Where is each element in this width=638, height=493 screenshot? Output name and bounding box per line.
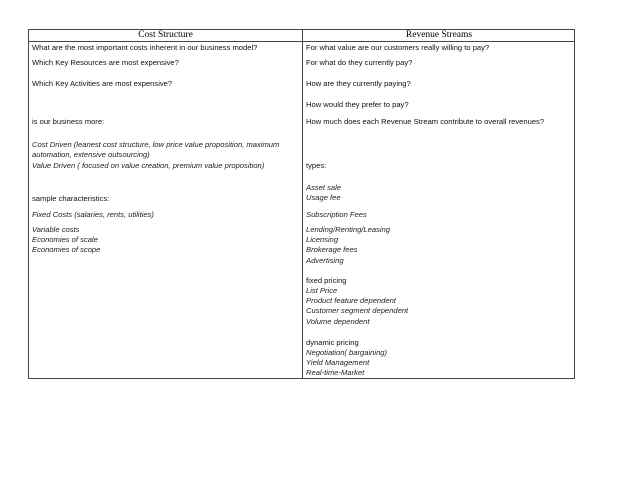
value-driven-text: Value Driven ( focused on value creation, premium value proposition) <box>32 161 265 170</box>
cost-question-important-costs: What are the most important costs inherent in our business model? <box>32 43 258 52</box>
title-row-divider <box>29 41 574 42</box>
fixed-costs-text: Fixed Costs (salaries, rents, utilities) <box>32 210 154 219</box>
list-item: Volume dependent <box>306 316 370 326</box>
list-item: Advertising <box>306 255 344 265</box>
list-item: Asset sale <box>306 183 342 192</box>
list-item: Brokerage fees <box>306 245 358 255</box>
cost-question-key-resources: Which Key Resources are most expensive? <box>32 58 179 67</box>
revenue-question-prefer-to-pay: How would they prefer to pay? <box>306 100 409 109</box>
revenue-types-list-2 <box>306 225 390 266</box>
list-item: Economies of scope <box>32 245 101 255</box>
cost-structure-title: Cost Structure <box>138 30 193 40</box>
revenue-types-list <box>306 183 341 203</box>
revenue-types-heading: types: <box>306 161 327 170</box>
fixed-pricing-heading: fixed pricing <box>306 276 347 285</box>
sample-characteristics-label: sample characteristics: <box>32 194 110 203</box>
revenue-streams-title: Revenue Streams <box>405 30 473 40</box>
list-item: Yield Management <box>306 358 370 368</box>
fixed-pricing-list <box>306 286 408 327</box>
revenue-question-currently-pay-for: For what do they currently pay? <box>306 58 413 67</box>
cost-business-more-label: is our business more: <box>32 117 105 126</box>
dynamic-pricing-list <box>306 348 387 379</box>
list-item: List Price <box>306 286 338 295</box>
list-item: Variable costs <box>32 225 80 234</box>
canvas-table <box>28 29 575 379</box>
revenue-question-contribution: How much does each Revenue Stream contribute to overall revenues? <box>306 117 545 126</box>
dynamic-pricing-heading: dynamic pricing <box>306 338 359 347</box>
revenue-question-willing-to-pay: For what value are our customers really willing to pay? <box>306 43 490 52</box>
list-item: Customer segment dependent <box>306 306 409 316</box>
list-item: Real-time-Market <box>306 368 365 378</box>
revenue-question-how-paying: How are they currently paying? <box>306 79 411 88</box>
cost-driven-text: Cost Driven (leanest cost structure, low price value proposition, maximum automation, extensive outsourcing) <box>32 140 280 159</box>
subscription-fees-text: Subscription Fees <box>306 210 367 219</box>
list-item: Product feature dependent <box>306 296 396 306</box>
list-item: Negotiation( bargaining) <box>306 348 388 357</box>
column-divider <box>302 30 303 378</box>
list-item: Lending/Renting/Leasing <box>306 225 391 234</box>
list-item: Economies of scale <box>32 235 98 245</box>
variable-costs-list <box>32 225 100 256</box>
list-item: Usage fee <box>306 193 341 203</box>
list-item: Licensing <box>306 235 339 245</box>
cost-question-key-activities: Which Key Activities are most expensive? <box>32 79 173 88</box>
